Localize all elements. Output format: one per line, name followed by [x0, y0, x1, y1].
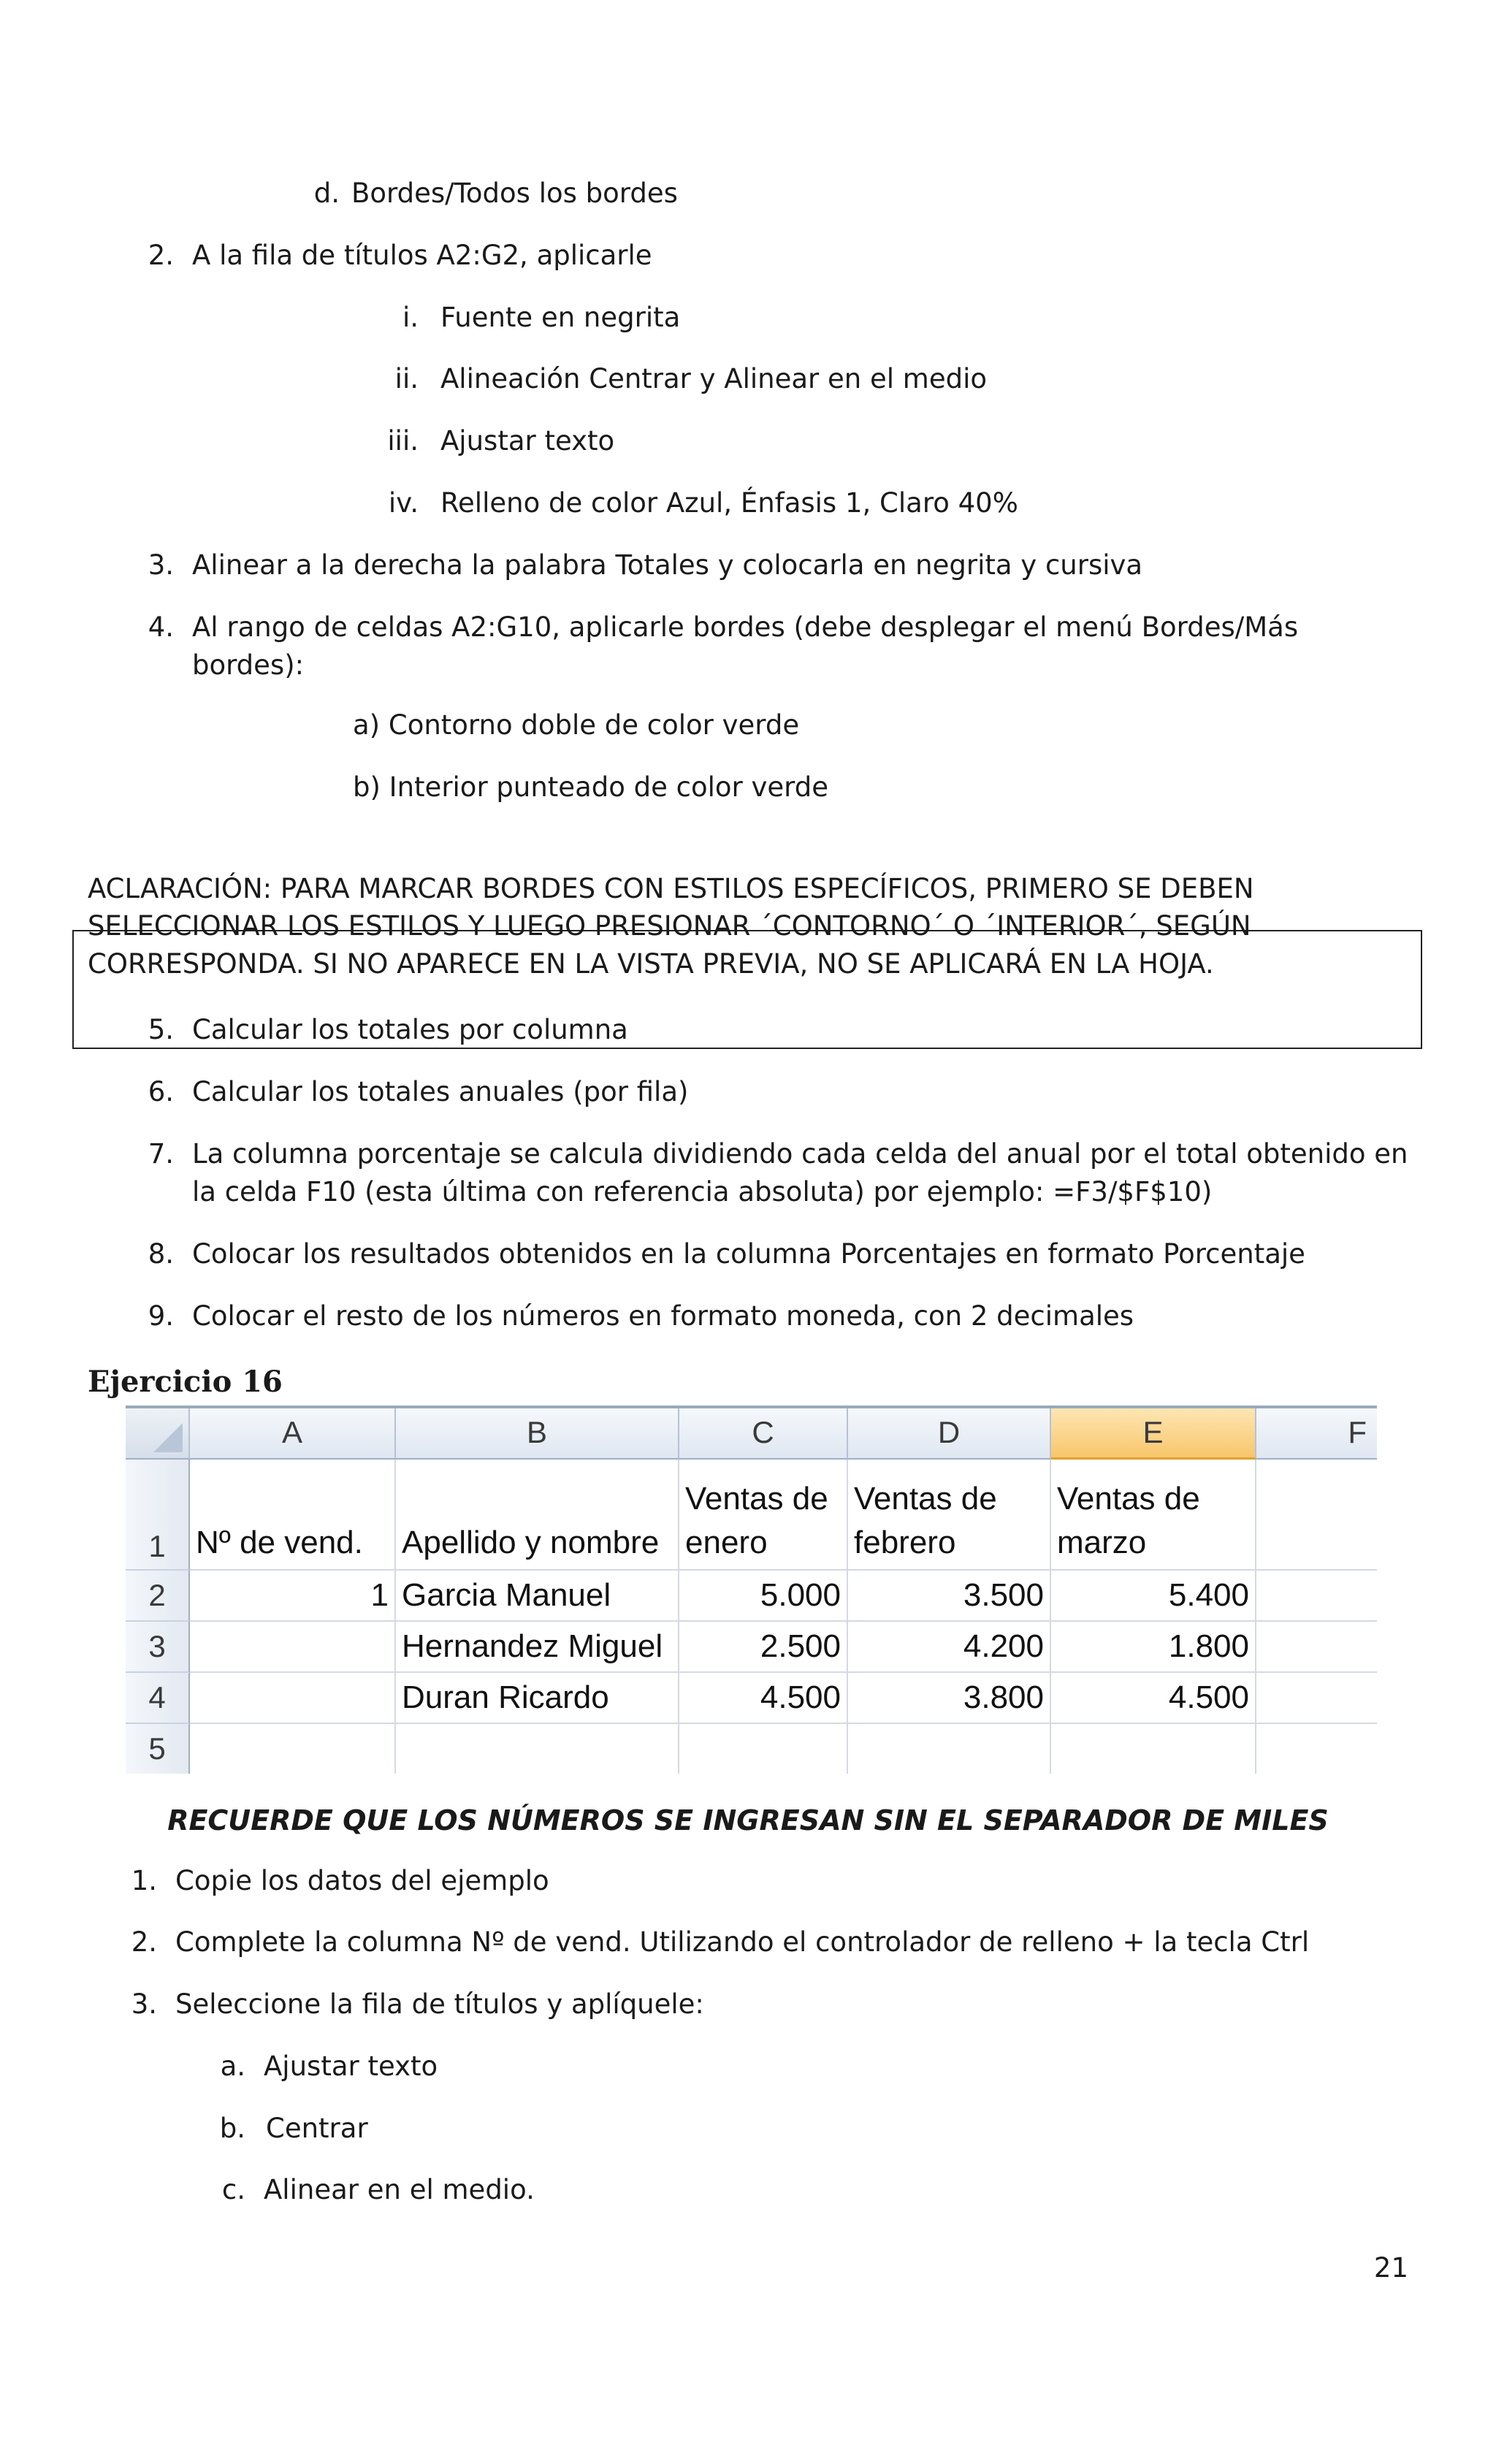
- empty-cell: [679, 1724, 848, 1774]
- list-item-text: Calcular los totales por columna: [192, 1014, 628, 1045]
- list-marker: 5.: [148, 1014, 174, 1045]
- table-cell: 4.200: [848, 1622, 1051, 1673]
- list-marker: 2.: [131, 1926, 157, 1958]
- header-cell-text: Ventas de: [685, 1481, 828, 1517]
- table-cell: [190, 1673, 396, 1724]
- table-cell: 3.800: [848, 1673, 1051, 1724]
- list-item-text: Colocar el resto de los números en formato moneda, con 2 decimales: [192, 1300, 1134, 1332]
- column-header-a: A: [190, 1408, 396, 1460]
- exercise-title: Ejercicio 16: [88, 1365, 283, 1399]
- note-line: SELECCIONAR LOS ESTILOS Y LUEGO PRESIONAR ´CONTORNO´ O ´INTERIOR´, SEGÚN: [88, 910, 1251, 942]
- empty-cell: [1051, 1724, 1256, 1774]
- row-header-3: 3: [126, 1622, 190, 1673]
- list-item-text: Copie los datos del ejemplo: [175, 1865, 549, 1896]
- note-line: CORRESPONDA. SI NO APARECE EN LA VISTA PREVIA, NO SE APLICARÁ EN LA HOJA.: [88, 948, 1214, 980]
- list-item-text: A la fila de títulos A2:G2, aplicarle: [192, 240, 652, 271]
- empty-cell: [1256, 1673, 1377, 1724]
- header-cell-text: febrero: [854, 1525, 956, 1560]
- header-cell-text: Nº de vend.: [196, 1525, 363, 1560]
- table-cell: Duran Ricardo: [396, 1673, 679, 1724]
- list-marker: b.: [219, 2113, 245, 2144]
- list-marker: i.: [402, 302, 419, 333]
- header-cell-text: marzo: [1057, 1525, 1147, 1560]
- list-item-text: bordes):: [192, 649, 305, 681]
- header-cell: [1051, 1460, 1256, 1571]
- column-header-f: F: [1256, 1408, 1377, 1460]
- table-cell: 4.500: [679, 1673, 848, 1724]
- list-marker: d.: [313, 178, 340, 209]
- table-cell: 2.500: [679, 1622, 848, 1673]
- list-item-text: Alinear a la derecha la palabra Totales y colocarla en negrita y cursiva: [192, 549, 1143, 581]
- empty-cell: [1256, 1460, 1377, 1571]
- list-item-text: Ajustar texto: [264, 2051, 438, 2082]
- list-marker: 8.: [148, 1238, 174, 1270]
- header-cell-text: enero: [685, 1525, 768, 1560]
- list-marker: 3.: [131, 1988, 157, 2020]
- table-cell: 5.000: [679, 1571, 848, 1622]
- table-cell: 3.500: [848, 1571, 1051, 1622]
- list-item-text: Ajustar texto: [440, 425, 615, 457]
- list-marker: 6.: [148, 1076, 174, 1107]
- empty-cell: [190, 1724, 396, 1774]
- list-item-text: Alineación Centrar y Alinear en el medio: [440, 363, 988, 394]
- header-cell-text: Apellido y nombre: [402, 1525, 660, 1560]
- column-header-c: C: [679, 1408, 848, 1460]
- list-marker: 1.: [131, 1865, 157, 1896]
- header-cell: [396, 1460, 679, 1571]
- column-header-e: E: [1051, 1408, 1256, 1460]
- list-item-text: Colocar los resultados obtenidos en la columna Porcentajes en formato Porcentaje: [192, 1238, 1305, 1270]
- list-item-text: Calcular los totales anuales (por fila): [192, 1076, 689, 1107]
- table-cell: 1.800: [1051, 1622, 1256, 1673]
- list-marker: 4.: [148, 611, 174, 643]
- sub-item-a: a) Contorno doble de color verde: [353, 709, 800, 741]
- header-cell: [679, 1460, 848, 1571]
- sub-item-b: b) Interior punteado de color verde: [353, 771, 828, 803]
- table-cell: Hernandez Miguel: [396, 1622, 679, 1673]
- list-marker: 9.: [148, 1300, 174, 1332]
- list-item-text: Centrar: [266, 2113, 368, 2144]
- table-cell: 1: [190, 1571, 396, 1622]
- spreadsheet-image: [126, 1405, 1377, 1774]
- note-line: ACLARACIÓN: PARA MARCAR BORDES CON ESTILOS ESPECÍFICOS, PRIMERO SE DEBEN: [88, 873, 1254, 904]
- table-cell: Garcia Manuel: [396, 1571, 679, 1622]
- table-cell: 4.500: [1051, 1673, 1256, 1724]
- column-header-b: B: [396, 1408, 679, 1460]
- row-header-1: 1: [126, 1460, 190, 1571]
- table-cell: 5.400: [1051, 1571, 1256, 1622]
- list-item-text: Relleno de color Azul, Énfasis 1, Claro 40%: [440, 487, 1018, 519]
- header-cell: [848, 1460, 1051, 1571]
- list-item-text: Al rango de celdas A2:G10, aplicarle bordes (debe desplegar el menú Bordes/Más: [192, 611, 1299, 643]
- page-number: 21: [1373, 2252, 1408, 2284]
- list-item-text: Complete la columna Nº de vend. Utilizando el controlador de relleno + la tecla Ctrl: [175, 1926, 1310, 1958]
- list-item-text: Fuente en negrita: [440, 302, 681, 333]
- list-marker: iv.: [388, 487, 419, 519]
- header-cell-text: Ventas de: [854, 1481, 997, 1517]
- list-marker: 7.: [148, 1138, 174, 1170]
- empty-cell: [1256, 1622, 1377, 1673]
- reminder-note: RECUERDE QUE LOS NÚMEROS SE INGRESAN SIN EL SEPARADOR DE MILES: [167, 1804, 1329, 1836]
- select-all-corner: [126, 1408, 190, 1460]
- list-item-text: La columna porcentaje se calcula dividiendo cada celda del anual por el total obtenido en: [192, 1138, 1408, 1170]
- empty-cell: [396, 1724, 679, 1774]
- list-item-text: la celda F10 (esta última con referencia absoluta) por ejemplo: =F3/$F$10): [192, 1176, 1213, 1208]
- list-marker: 2.: [148, 240, 174, 271]
- list-item-text: Seleccione la fila de títulos y aplíquele:: [175, 1988, 704, 2020]
- column-header-d: D: [848, 1408, 1051, 1460]
- row-header-2: 2: [126, 1571, 190, 1622]
- empty-cell: [1256, 1571, 1377, 1622]
- header-cell-text: Ventas de: [1057, 1481, 1200, 1517]
- row-header-4: 4: [126, 1673, 190, 1724]
- list-marker: ii.: [394, 363, 419, 394]
- empty-cell: [848, 1724, 1051, 1774]
- list-item-text: Alinear en el medio.: [264, 2174, 535, 2205]
- list-marker: a.: [220, 2051, 245, 2082]
- list-marker: c.: [221, 2174, 245, 2205]
- list-item-text: Bordes/Todos los bordes: [351, 178, 678, 209]
- header-cell: [190, 1460, 396, 1571]
- row-header-5: 5: [126, 1724, 190, 1774]
- list-marker: 3.: [148, 549, 174, 581]
- table-cell: [190, 1622, 396, 1673]
- list-marker: iii.: [387, 425, 419, 457]
